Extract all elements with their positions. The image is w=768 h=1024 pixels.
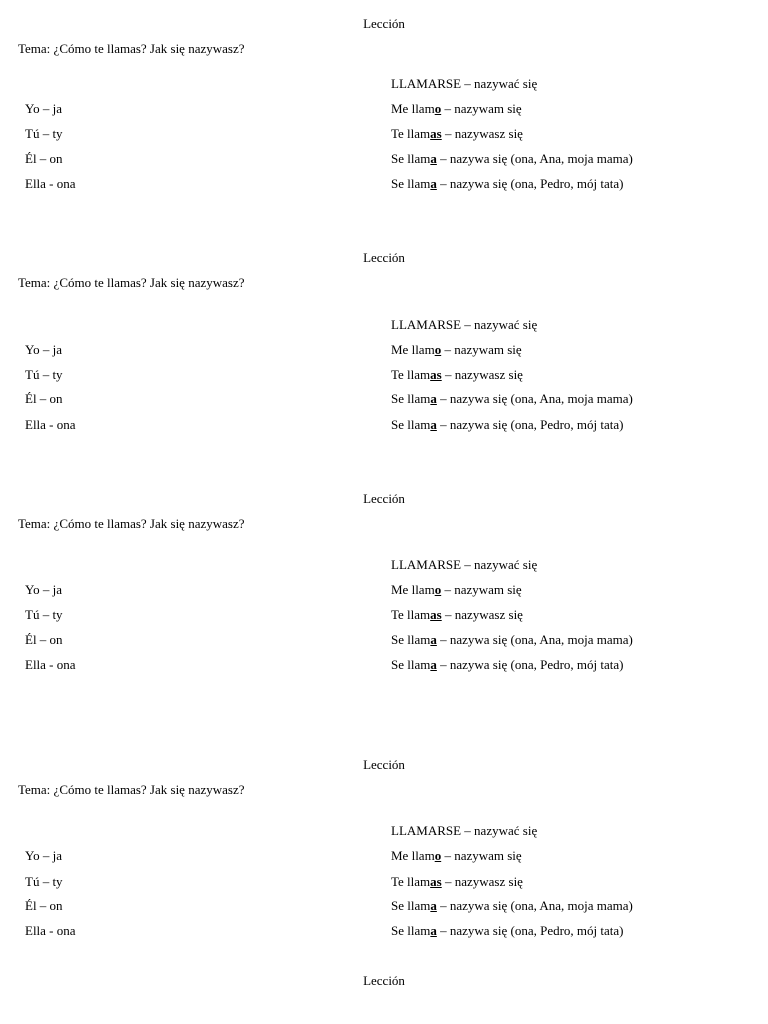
conjugation-ending: as bbox=[430, 126, 442, 141]
pronoun-el: Él – on bbox=[25, 632, 63, 647]
conjugation-stem: Se llam bbox=[391, 898, 431, 913]
conjugation-stem: Se llam bbox=[391, 417, 431, 432]
pronoun-tu: Tú – ty bbox=[25, 874, 63, 889]
conjugation-ending: a bbox=[430, 923, 437, 938]
conjugation-translation: – nazywasz się bbox=[441, 607, 523, 622]
conjugation-ending: o bbox=[434, 582, 442, 597]
pronoun-el: Él – on bbox=[25, 391, 63, 406]
conjugation-translation: – nazywa się (ona, Pedro, mój tata) bbox=[436, 417, 624, 432]
verb-heading: LLAMARSE – nazywać się bbox=[391, 317, 538, 332]
conjugation-stem: Me llam bbox=[391, 848, 435, 863]
lesson-block bbox=[0, 973, 768, 1013]
conjugation-translation: – nazywa się (ona, Ana, moja mama) bbox=[436, 898, 633, 913]
lesson-title: Lección bbox=[363, 250, 405, 265]
conjugation-row bbox=[391, 417, 624, 433]
pronoun-ella: Ella - ona bbox=[25, 923, 76, 938]
lesson-topic: Tema: ¿Cómo te llamas? Jak się nazywasz? bbox=[18, 275, 245, 290]
conjugation-translation: – nazywasz się bbox=[441, 367, 523, 382]
conjugation-stem: Se llam bbox=[391, 923, 431, 938]
lesson-block bbox=[0, 16, 768, 206]
pronoun-yo: Yo – ja bbox=[25, 342, 62, 357]
pronoun-yo: Yo – ja bbox=[25, 101, 62, 116]
conjugation-ending: as bbox=[430, 607, 442, 622]
verb-heading: LLAMARSE – nazywać się bbox=[391, 823, 538, 838]
conjugation-row bbox=[391, 582, 522, 598]
conjugation-translation: – nazywa się (ona, Ana, moja mama) bbox=[436, 151, 633, 166]
conjugation-translation: – nazywasz się bbox=[441, 874, 523, 889]
conjugation-row bbox=[391, 126, 523, 142]
conjugation-translation: – nazywam się bbox=[441, 101, 522, 116]
conjugation-translation: – nazywa się (ona, Pedro, mój tata) bbox=[436, 657, 624, 672]
pronoun-yo: Yo – ja bbox=[25, 848, 62, 863]
conjugation-ending: as bbox=[430, 367, 442, 382]
lesson-topic: Tema: ¿Cómo te llamas? Jak się nazywasz? bbox=[18, 41, 245, 56]
conjugation-row bbox=[391, 391, 633, 407]
conjugation-translation: – nazywasz się bbox=[441, 126, 523, 141]
conjugation-ending: o bbox=[434, 848, 442, 863]
conjugation-row bbox=[391, 657, 624, 673]
conjugation-stem: Se llam bbox=[391, 632, 431, 647]
verb-heading: LLAMARSE – nazywać się bbox=[391, 557, 538, 572]
conjugation-stem: Te llam bbox=[391, 607, 431, 622]
pronoun-tu: Tú – ty bbox=[25, 367, 63, 382]
lesson-block bbox=[0, 250, 768, 440]
conjugation-row bbox=[391, 367, 523, 383]
conjugation-row bbox=[391, 632, 633, 648]
conjugation-row bbox=[391, 607, 523, 623]
conjugation-row bbox=[391, 874, 523, 890]
conjugation-ending: a bbox=[430, 417, 437, 432]
pronoun-ella: Ella - ona bbox=[25, 176, 76, 191]
conjugation-ending: a bbox=[430, 391, 437, 406]
conjugation-translation: – nazywa się (ona, Ana, moja mama) bbox=[436, 391, 633, 406]
conjugation-ending: as bbox=[430, 874, 442, 889]
conjugation-stem: Te llam bbox=[391, 367, 431, 382]
conjugation-stem: Te llam bbox=[391, 874, 431, 889]
lesson-title: Lección bbox=[363, 757, 405, 772]
conjugation-stem: Se llam bbox=[391, 151, 431, 166]
conjugation-row bbox=[391, 848, 522, 864]
conjugation-translation: – nazywam się bbox=[441, 342, 522, 357]
conjugation-stem: Se llam bbox=[391, 176, 431, 191]
conjugation-stem: Me llam bbox=[391, 582, 435, 597]
conjugation-translation: – nazywam się bbox=[441, 582, 522, 597]
conjugation-stem: Me llam bbox=[391, 101, 435, 116]
conjugation-ending: a bbox=[430, 632, 437, 647]
lesson-title: Lección bbox=[363, 491, 405, 506]
conjugation-ending: a bbox=[430, 176, 437, 191]
conjugation-ending: a bbox=[430, 151, 437, 166]
conjugation-stem: Se llam bbox=[391, 391, 431, 406]
conjugation-ending: a bbox=[430, 898, 437, 913]
conjugation-stem: Te llam bbox=[391, 126, 431, 141]
verb-heading: LLAMARSE – nazywać się bbox=[391, 76, 538, 91]
conjugation-translation: – nazywa się (ona, Pedro, mój tata) bbox=[436, 176, 624, 191]
conjugation-row bbox=[391, 101, 522, 117]
conjugation-row bbox=[391, 342, 522, 358]
pronoun-ella: Ella - ona bbox=[25, 417, 76, 432]
conjugation-row bbox=[391, 176, 624, 192]
pronoun-el: Él – on bbox=[25, 151, 63, 166]
pronoun-tu: Tú – ty bbox=[25, 607, 63, 622]
lesson-block bbox=[0, 757, 768, 947]
conjugation-row bbox=[391, 898, 633, 914]
pronoun-ella: Ella - ona bbox=[25, 657, 76, 672]
pronoun-el: Él – on bbox=[25, 898, 63, 913]
lesson-topic: Tema: ¿Cómo te llamas? Jak się nazywasz? bbox=[18, 516, 245, 531]
conjugation-ending: a bbox=[430, 657, 437, 672]
pronoun-tu: Tú – ty bbox=[25, 126, 63, 141]
lesson-title: Lección bbox=[363, 973, 405, 988]
lesson-block bbox=[0, 491, 768, 681]
conjugation-stem: Me llam bbox=[391, 342, 435, 357]
conjugation-row bbox=[391, 151, 633, 167]
lesson-topic: Tema: ¿Cómo te llamas? Jak się nazywasz? bbox=[18, 782, 245, 797]
pronoun-yo: Yo – ja bbox=[25, 582, 62, 597]
conjugation-translation: – nazywam się bbox=[441, 848, 522, 863]
conjugation-row bbox=[391, 923, 624, 939]
conjugation-stem: Se llam bbox=[391, 657, 431, 672]
conjugation-ending: o bbox=[434, 342, 442, 357]
conjugation-ending: o bbox=[434, 101, 442, 116]
conjugation-translation: – nazywa się (ona, Pedro, mój tata) bbox=[436, 923, 624, 938]
conjugation-translation: – nazywa się (ona, Ana, moja mama) bbox=[436, 632, 633, 647]
lesson-title: Lección bbox=[363, 16, 405, 31]
